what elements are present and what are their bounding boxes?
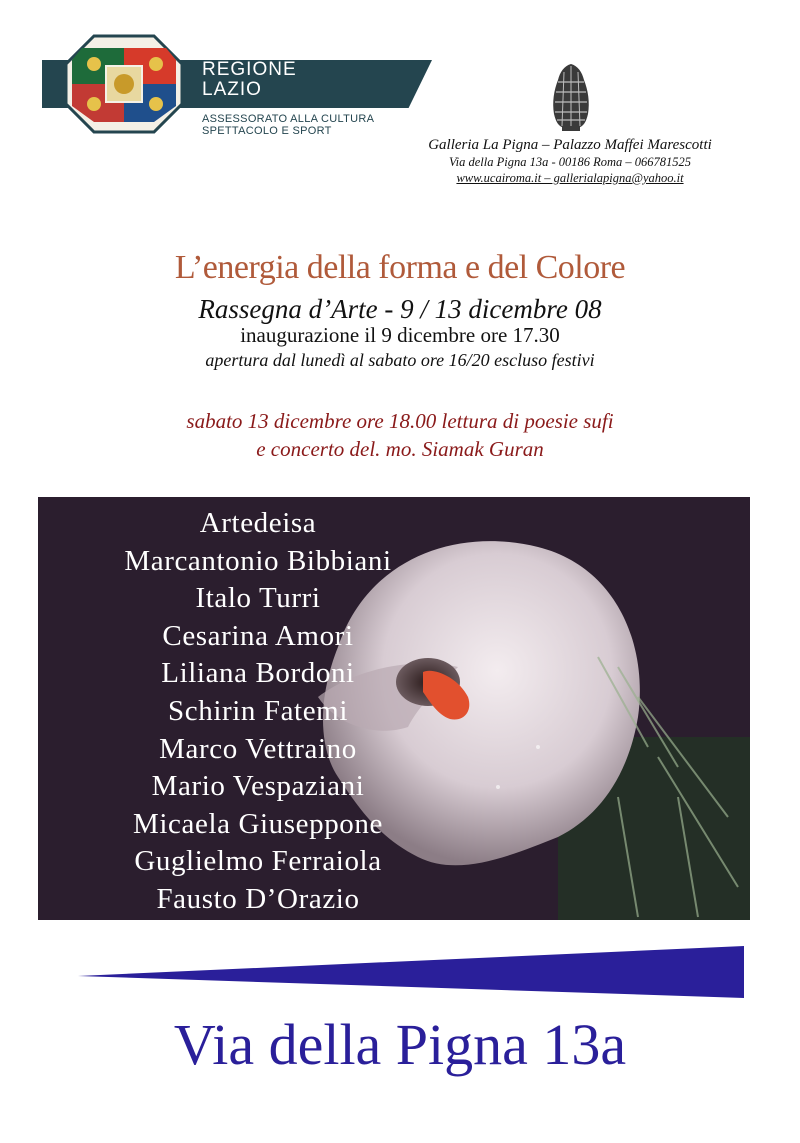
artist-name: Liliana Bordoni <box>161 657 355 690</box>
galleria-web-link[interactable]: www.ucairoma.it – gallerialapigna@yahoo.it <box>456 171 684 185</box>
artist-name: Cesarina Amori <box>162 619 354 652</box>
galleria-info <box>380 136 760 186</box>
region-subtitle-line2: SPETTACOLO E SPORT <box>202 125 332 137</box>
artist-name: Micaela Giuseppone <box>133 807 383 840</box>
region-name <box>202 60 297 100</box>
artist-name: Marco Vettraino <box>159 732 357 765</box>
artist-name: Italo Turri <box>195 582 321 615</box>
footer-address: Via della Pigna 13a <box>173 1012 627 1077</box>
galleria-address: Via della Pigna 13a - 00186 Roma – 066781525 <box>448 155 692 169</box>
special-event-line1: sabato 13 dicembre ore 18.00 lettura di poesie sufi <box>186 409 614 433</box>
event-opening-hours: apertura dal lunedì al sabato ore 16/20 escluso festivi <box>205 350 595 370</box>
region-name-line2: LAZIO <box>202 79 262 100</box>
region-subtitle <box>202 113 374 137</box>
region-subtitle-line1: ASSESSORATO ALLA CULTURA <box>202 113 375 125</box>
artist-name: Guglielmo Ferraiola <box>134 845 382 878</box>
regione-lazio-emblem-icon <box>64 34 184 134</box>
blue-wedge-divider <box>78 946 744 998</box>
event-inauguration: inaugurazione il 9 dicembre ore 17.30 <box>240 323 560 347</box>
artist-name: Schirin Fatemi <box>168 694 348 727</box>
pine-cone-icon <box>548 62 594 132</box>
artists-panel <box>38 497 750 920</box>
region-name-line1: REGIONE <box>202 59 297 80</box>
special-event-line2: e concerto del. mo. Siamak Guran <box>256 437 544 461</box>
artist-name: Mario Vespaziani <box>151 770 365 803</box>
artist-name: Artedeisa <box>199 507 317 539</box>
event-dates: Rassegna d’Arte - 9 / 13 dicembre 08 <box>198 294 602 324</box>
regione-lazio-logo <box>42 30 432 140</box>
artist-list <box>38 505 478 919</box>
event-title: L’energia della forma e del Colore <box>174 249 626 286</box>
artist-name: Fausto D’Orazio <box>156 882 360 915</box>
artist-name: Marcantonio Bibbiani <box>124 544 392 577</box>
galleria-title: Galleria La Pigna – Palazzo Maffei Marescotti <box>428 137 712 153</box>
